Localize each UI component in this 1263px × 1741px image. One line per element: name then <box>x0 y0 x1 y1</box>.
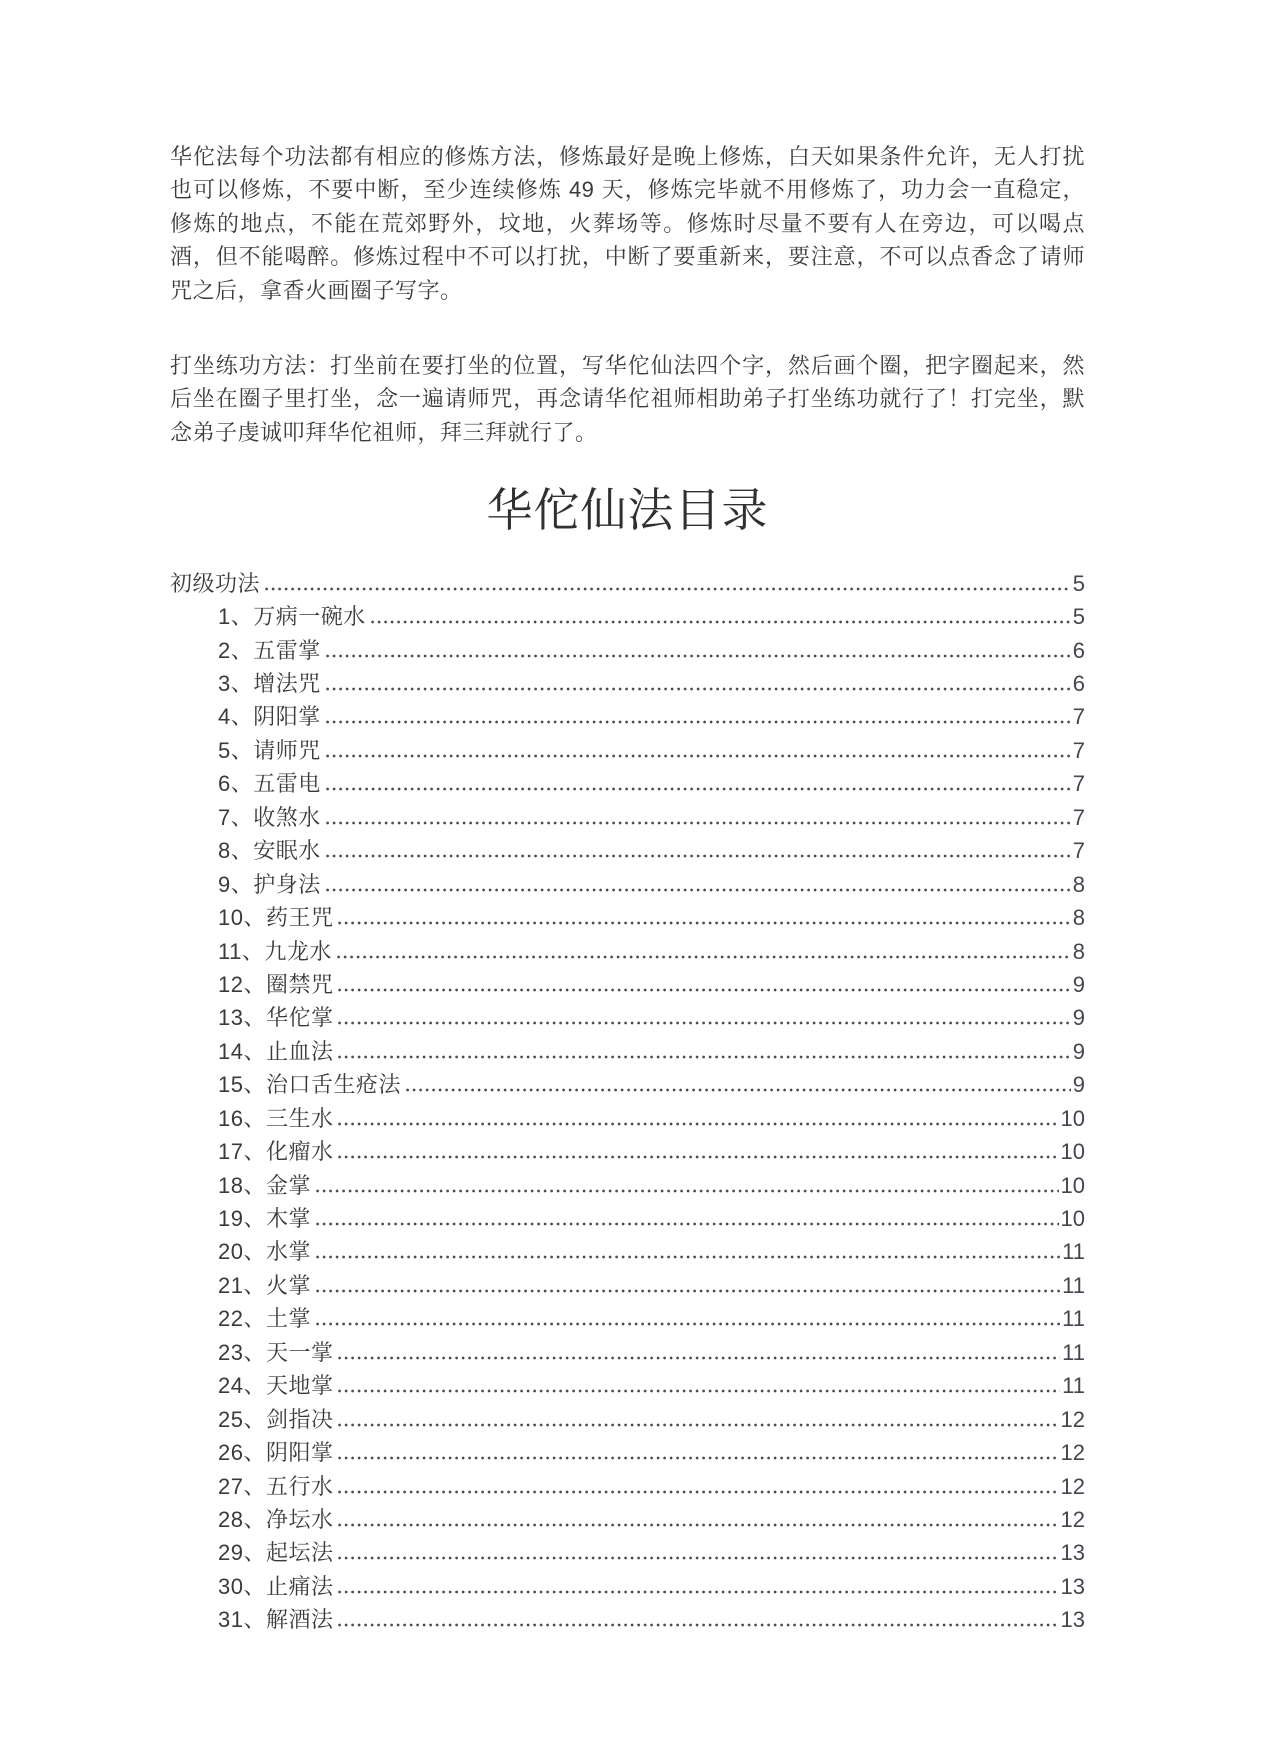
toc-entry-page: 5 <box>1072 570 1085 596</box>
toc-dot-leader <box>338 921 1070 925</box>
toc-entry-label: 31、解酒法 <box>218 1607 334 1633</box>
toc-entry-page: 11 <box>1062 1272 1085 1298</box>
toc-entry-label: 7、收煞水 <box>218 804 321 830</box>
toc-entry-page: 8 <box>1072 871 1085 897</box>
toc-dot-leader <box>338 1356 1060 1360</box>
toc-entry-label: 17、化瘤水 <box>218 1139 334 1165</box>
toc-dot-leader <box>337 955 1071 959</box>
toc-entry <box>170 998 1085 1031</box>
toc-entry <box>170 864 1085 897</box>
toc-entry-label: 1、万病一碗水 <box>218 604 366 630</box>
toc-entry <box>170 965 1085 998</box>
toc-entry <box>170 1332 1085 1365</box>
toc-entry <box>170 1199 1085 1232</box>
toc-entry-label: 20、水掌 <box>218 1239 311 1265</box>
toc-dot-leader <box>338 1623 1058 1627</box>
toc-entry-page: 11 <box>1062 1239 1085 1265</box>
toc-entry-label: 26、阴阳掌 <box>218 1440 334 1466</box>
toc-dot-leader <box>406 1088 1071 1092</box>
toc-entry <box>170 664 1085 697</box>
toc-entry-page: 10 <box>1060 1139 1085 1165</box>
toc-entry <box>170 1165 1085 1198</box>
toc-entry <box>170 1132 1085 1165</box>
toc-entry <box>170 1566 1085 1599</box>
toc-entry-page: 12 <box>1060 1506 1085 1532</box>
toc-entry-page: 7 <box>1072 737 1085 763</box>
toc-entry-label: 5、请师咒 <box>218 737 321 763</box>
toc-entry-label: 21、火掌 <box>218 1272 311 1298</box>
toc-entry-page: 10 <box>1060 1206 1085 1231</box>
toc-entry-page: 10 <box>1060 1172 1085 1198</box>
toc-entry-label: 15、治口舌生疮法 <box>218 1072 401 1098</box>
toc-entry <box>170 1098 1085 1131</box>
toc-entry-page: 5 <box>1072 604 1085 630</box>
toc-entry-label: 13、华佗掌 <box>218 1005 334 1031</box>
toc-entry-label: 28、净坛水 <box>218 1506 334 1532</box>
toc-title: 华佗仙法目录 <box>486 484 769 537</box>
toc-dot-leader <box>316 1222 1059 1226</box>
paragraph-cultivation-notes: 华佗法每个功法都有相应的修炼方法，修炼最好是晚上修炼，白天如果条件允许，无人打扰也可以修炼，不要中断，至少连续修炼 49 天，修炼完毕就不用修炼了，功力会一直稳定，修炼的地点，不能在荒郊野外，坟地，火葬场等。修炼时尽量不要有人在旁边，可以喝点酒，但不能喝醉。修炼过程中不可以打扰，中断了要重新来，要注意，不可以点香念了请师咒之后，拿香火画圈子写字。 <box>170 144 1085 303</box>
toc-entry-page: 12 <box>1060 1473 1085 1499</box>
toc-entry-label: 8、安眠水 <box>218 838 321 864</box>
toc-entry <box>170 1399 1085 1432</box>
toc-entry-page: 11 <box>1062 1306 1085 1332</box>
toc-dot-leader <box>338 1590 1058 1594</box>
paragraph-meditation-method: 打坐练功方法：打坐前在要打坐的位置，写华佗仙法四个字，然后画个圈，把字圈起来，然后坐在圈子里打坐，念一遍请师咒，再念请华佗祖师相助弟子打坐练功就行了！打完坐，默念弟子虔诚叩拜华佗祖师，拜三拜就行了。 <box>170 353 1085 445</box>
toc-dot-leader <box>316 1289 1060 1293</box>
toc-entry-label: 18、金掌 <box>218 1172 311 1198</box>
toc-dot-leader <box>326 687 1071 691</box>
toc-entry <box>170 764 1085 797</box>
toc-dot-leader <box>326 888 1071 892</box>
toc-dot-leader <box>326 821 1071 825</box>
toc-entry <box>170 1466 1085 1499</box>
toc-entry-label: 30、止痛法 <box>218 1573 334 1599</box>
toc-entry-page: 7 <box>1072 804 1085 830</box>
toc-entry-label: 3、增法咒 <box>218 671 321 696</box>
toc-entry-label: 9、护身法 <box>218 871 321 897</box>
toc-entry <box>170 1031 1085 1064</box>
toc-dot-leader <box>338 1423 1058 1427</box>
toc-dot-leader <box>338 1389 1060 1393</box>
toc-entry-label: 6、五雷电 <box>218 771 321 797</box>
toc-dot-leader <box>371 620 1071 624</box>
toc-entry-label: 27、五行水 <box>218 1473 334 1499</box>
toc-entry-page: 6 <box>1072 637 1085 663</box>
toc-entry-label: 25、剑指决 <box>218 1406 334 1432</box>
toc-dot-leader <box>338 1122 1058 1126</box>
toc-entry-label: 12、圈禁咒 <box>218 971 334 997</box>
toc-entry-page: 9 <box>1072 1038 1085 1064</box>
toc-entry <box>170 563 1085 596</box>
toc-entry-label: 14、止血法 <box>218 1038 334 1064</box>
toc-entry <box>170 898 1085 931</box>
toc-dot-leader <box>338 1456 1058 1460</box>
toc-entry-page: 7 <box>1072 771 1085 797</box>
toc-dot-leader <box>338 1155 1058 1159</box>
toc-entry-label: 29、起坛法 <box>218 1540 334 1566</box>
toc-entry-label: 10、药王咒 <box>218 905 334 931</box>
toc-entry-page: 11 <box>1062 1373 1085 1399</box>
toc-entry-label: 11、九龙水 <box>218 938 332 964</box>
toc-dot-leader <box>316 1255 1060 1259</box>
toc-entry <box>170 831 1085 864</box>
toc-entry-label: 19、木掌 <box>218 1206 311 1231</box>
toc-entry-label: 4、阴阳掌 <box>218 704 321 730</box>
toc-entry-page: 9 <box>1072 1005 1085 1031</box>
toc-entry <box>170 1265 1085 1298</box>
toc-entry <box>170 597 1085 630</box>
toc-dot-leader <box>316 1189 1059 1193</box>
toc-dot-leader <box>338 1490 1058 1494</box>
toc-entry-page: 8 <box>1072 938 1085 964</box>
toc-entry-page: 13 <box>1060 1607 1085 1633</box>
toc-entry <box>170 1366 1085 1399</box>
toc-entry-page: 6 <box>1072 671 1085 696</box>
toc-entry <box>170 630 1085 663</box>
toc-entry-page: 12 <box>1060 1406 1085 1432</box>
toc-dot-leader <box>338 988 1070 992</box>
toc-dot-leader <box>338 1556 1058 1560</box>
toc-entry <box>170 697 1085 730</box>
toc-entry <box>170 1533 1085 1566</box>
toc-dot-leader <box>326 654 1071 658</box>
toc-entry <box>170 1433 1085 1466</box>
toc-entry-page: 7 <box>1072 838 1085 864</box>
toc-dot-leader <box>326 854 1071 858</box>
toc-entry-page: 10 <box>1060 1105 1085 1131</box>
table-of-contents <box>170 563 1085 1633</box>
toc-dot-leader <box>265 587 1071 591</box>
toc-entry <box>170 797 1085 830</box>
toc-dot-leader <box>338 1055 1070 1059</box>
toc-entry-page: 13 <box>1060 1540 1085 1566</box>
toc-dot-leader <box>338 1523 1058 1527</box>
toc-entry-page: 7 <box>1072 704 1085 730</box>
toc-entry <box>170 1299 1085 1332</box>
toc-entry-page: 13 <box>1060 1573 1085 1599</box>
toc-entry <box>170 1600 1085 1633</box>
toc-entry-label: 初级功法 <box>170 570 261 596</box>
toc-entry <box>170 1065 1085 1098</box>
toc-entry-page: 11 <box>1062 1339 1085 1365</box>
toc-entry-page: 9 <box>1072 1072 1085 1098</box>
toc-entry <box>170 1232 1085 1265</box>
toc-entry-label: 23、天一掌 <box>218 1339 334 1365</box>
toc-dot-leader <box>338 1021 1070 1025</box>
toc-dot-leader <box>326 754 1071 758</box>
toc-entry <box>170 730 1085 763</box>
toc-entry-page: 9 <box>1072 971 1085 997</box>
toc-entry <box>170 1500 1085 1533</box>
toc-dot-leader <box>326 787 1071 791</box>
toc-entry-label: 22、土掌 <box>218 1306 311 1332</box>
toc-entry-label: 2、五雷掌 <box>218 637 321 663</box>
toc-dot-leader <box>326 720 1071 724</box>
toc-dot-leader <box>316 1322 1060 1326</box>
toc-entry-page: 12 <box>1060 1440 1085 1466</box>
toc-entry-page: 8 <box>1072 905 1085 931</box>
toc-entry-label: 24、天地掌 <box>218 1373 334 1399</box>
toc-entry-label: 16、三生水 <box>218 1105 334 1131</box>
toc-entry <box>170 931 1085 964</box>
